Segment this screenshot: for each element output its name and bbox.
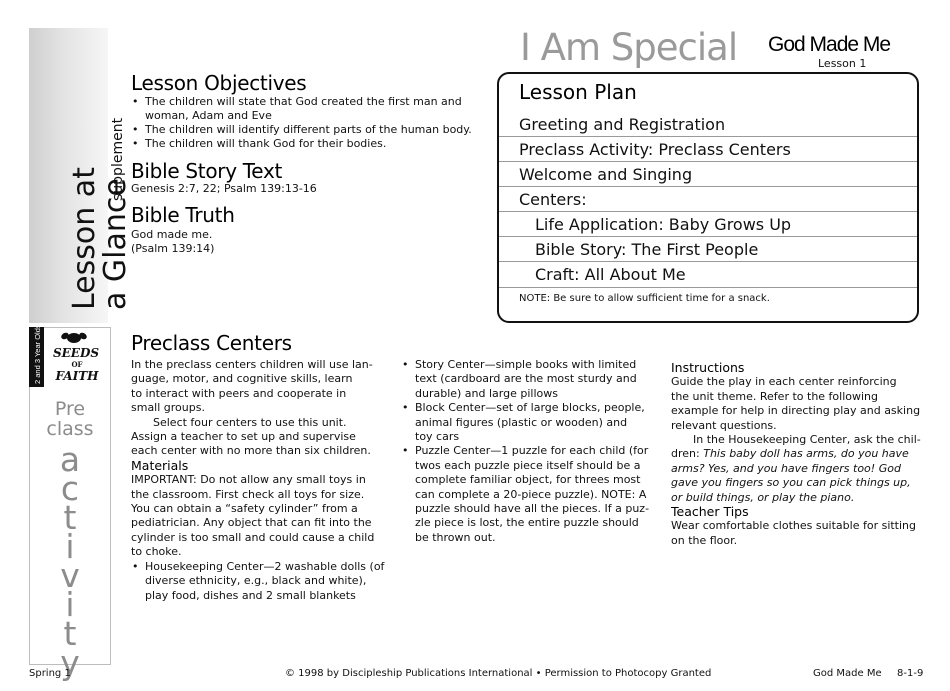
objective-item: • The children will thank God for their bodies. <box>131 137 481 151</box>
bible-story-text: Genesis 2:7, 22; Psalm 139:13-16 <box>131 182 317 195</box>
logo-text-faith: FAITH <box>55 369 99 383</box>
activity-letter: t <box>63 498 77 537</box>
activity-vertical-word <box>30 440 110 682</box>
select-line: Select four centers to use this unit. <box>153 415 347 429</box>
sidebar-title-line2: a Glance <box>98 178 133 310</box>
activity-letter: i <box>65 585 75 624</box>
bible-story-heading: Bible Story Text <box>131 159 283 183</box>
footer-copyright: © 1998 by Discipleship Publications International • Permission to Photocopy Granted <box>285 668 712 679</box>
intro-line: to interact with peers and cooperate in <box>131 386 347 400</box>
teacher-tips-line: Wear comfortable clothes suitable for sitting <box>671 519 917 533</box>
puzzle-line: complete familiar object, for threes most <box>415 473 641 487</box>
lesson-plan-box <box>497 72 919 323</box>
housekeeping-list <box>131 560 386 603</box>
intro-line: In the preclass centers children will use lan- <box>131 358 373 371</box>
teacher-tips-heading: Teacher Tips <box>671 504 749 520</box>
intro-line: small groups. <box>131 401 205 415</box>
footer-series: God Made Me <box>813 668 882 679</box>
age-label-text: 2 and 3 Year Olds <box>33 324 42 384</box>
activity-letter: i <box>65 527 75 566</box>
block-line: toy cars <box>415 430 460 444</box>
objectives-heading: Lesson Objectives <box>131 71 307 95</box>
plan-row <box>499 237 917 262</box>
housekeeping-quote-line <box>671 447 933 461</box>
teacher-tips-line: on the floor. <box>671 533 738 547</box>
instructions-line: the unit theme. Refer to the following <box>671 389 879 403</box>
block-center-item <box>401 401 661 444</box>
materials-heading: Materials <box>131 457 189 473</box>
lesson-at-a-glance-title <box>30 28 133 318</box>
puzzle-line: • Puzzle Center—1 puzzle for each child (for <box>415 444 649 458</box>
bible-truth-heading: Bible Truth <box>131 203 235 227</box>
instructions-heading: Instructions <box>671 360 745 375</box>
bible-truth-reference: (Psalm 139:14) <box>131 242 215 255</box>
objective-item: • The children will state that God created the first man and woman, Adam and Eve <box>131 95 481 123</box>
objective-item: • The children will identify different parts of the human body. <box>131 123 481 137</box>
plan-item: Welcome and Singing <box>519 165 693 184</box>
preclass-heading: Preclass Centers <box>131 331 292 355</box>
seeds-of-faith-logo <box>44 327 109 387</box>
puzzle-line: puzzle should have all the pieces. If a puz- <box>415 502 650 516</box>
housekeeping-instruction: In the Housekeeping Center, ask the chil- <box>693 433 921 447</box>
footer-season: Spring 1 <box>29 668 71 679</box>
plan-row <box>499 162 917 187</box>
plan-row <box>499 112 917 137</box>
housekeeping-quote-line: gave you fingers so you can pick things up, <box>671 476 911 490</box>
footer-page-number: 8-1-9 <box>897 668 924 679</box>
lesson-number: Lesson 1 <box>818 57 867 70</box>
housekeeping-line: • Housekeeping Center—2 washable dolls (of <box>145 559 385 573</box>
block-line: animal figures (plastic or wooden) and <box>415 415 628 429</box>
materials-line: the classroom. First check all toys for size. <box>131 487 365 501</box>
plan-row <box>499 137 917 162</box>
story-line: text (cardboard are the most sturdy and <box>415 372 637 386</box>
materials-line: cylinder is too small and could cause a child <box>131 530 375 544</box>
plan-item: Preclass Activity: Preclass Centers <box>519 140 791 159</box>
puzzle-center-item <box>401 444 661 545</box>
series-title: God Made Me <box>768 33 891 56</box>
logo-seed-shape <box>67 333 81 343</box>
preclass-column-3 <box>671 361 933 548</box>
story-center-item <box>401 358 661 401</box>
puzzle-line: be thrown out. <box>415 530 496 544</box>
plan-item: Craft: All About Me <box>535 265 686 284</box>
plan-row <box>499 262 917 288</box>
block-line: • Block Center—set of large blocks, people, <box>415 401 645 415</box>
housekeeping-line: play food, dishes and 2 small blankets <box>145 588 356 602</box>
activity-letter: y <box>60 643 80 682</box>
story-line: • Story Center—simple books with limited <box>415 358 637 371</box>
select-line: each center with no more than six children. <box>131 444 371 458</box>
unit-title: I Am Special <box>520 26 738 69</box>
logo-text-of: OF <box>71 360 83 369</box>
logo-text-seeds: SEEDS <box>52 346 100 360</box>
activity-letter: t <box>63 614 77 653</box>
puzzle-line: twos each puzzle piece itself should be a <box>415 458 641 472</box>
quote-text: This baby doll has arms, do you have <box>703 447 909 461</box>
plan-item: Life Application: Baby Grows Up <box>535 215 792 234</box>
activity-letter: c <box>60 469 80 508</box>
plan-item: Bible Story: The First People <box>535 240 759 259</box>
housekeeping-line: diverse ethnicity, e.g., black and white), <box>145 574 367 588</box>
instructions-line: Guide the play in each center reinforcing <box>671 375 897 389</box>
plan-item: Centers: <box>519 190 587 209</box>
quote-prefix: dren: <box>671 447 704 461</box>
materials-line: to choke. <box>131 545 182 559</box>
plan-note: NOTE: Be sure to allow sufficient time for a snack. <box>519 293 770 304</box>
materials-line: pediatrician. Any object that can fit into the <box>131 516 372 530</box>
activity-letter: a <box>59 440 81 479</box>
sidebar-title-line1: Lesson at <box>67 167 102 310</box>
centers-list <box>401 358 661 545</box>
puzzle-line: zle piece is lost, the entire puzzle should <box>415 516 639 530</box>
preclass-column-1 <box>131 358 386 603</box>
housekeeping-center-item <box>131 560 386 603</box>
age-label <box>29 324 44 387</box>
class-label: class <box>46 418 94 440</box>
select-line: Assign a teacher to set up and supervise <box>131 430 356 444</box>
plan-row <box>499 212 917 237</box>
bible-truth-text: God made me. <box>131 228 213 241</box>
intro-line: guage, motor, and cognitive skills, learn <box>131 372 353 386</box>
sidebar-title-suffix: supplement <box>110 117 126 201</box>
instructions-line: example for help in directing play and asking <box>671 404 921 418</box>
lesson-plan-heading: Lesson Plan <box>519 80 637 104</box>
preclass-column-2 <box>401 358 661 545</box>
housekeeping-quote-line: or build things, or play the piano. <box>671 490 855 504</box>
materials-line: You can obtain a “safety cylinder” from a <box>131 502 358 516</box>
puzzle-line: can complete a 20-piece puzzle). NOTE: A <box>415 487 647 501</box>
materials-line: IMPORTANT: Do not allow any small toys in <box>131 473 366 487</box>
plan-row <box>499 187 917 212</box>
instructions-line: relevant questions. <box>671 418 777 432</box>
objectives-list <box>131 95 481 151</box>
pre-label: Pre <box>54 398 86 420</box>
activity-letter: v <box>60 556 80 595</box>
story-line: durable) and large pillows <box>415 386 558 400</box>
housekeeping-quote-line: arms? Yes, and you have fingers too! God <box>671 461 901 475</box>
plan-item: Greeting and Registration <box>519 115 726 134</box>
